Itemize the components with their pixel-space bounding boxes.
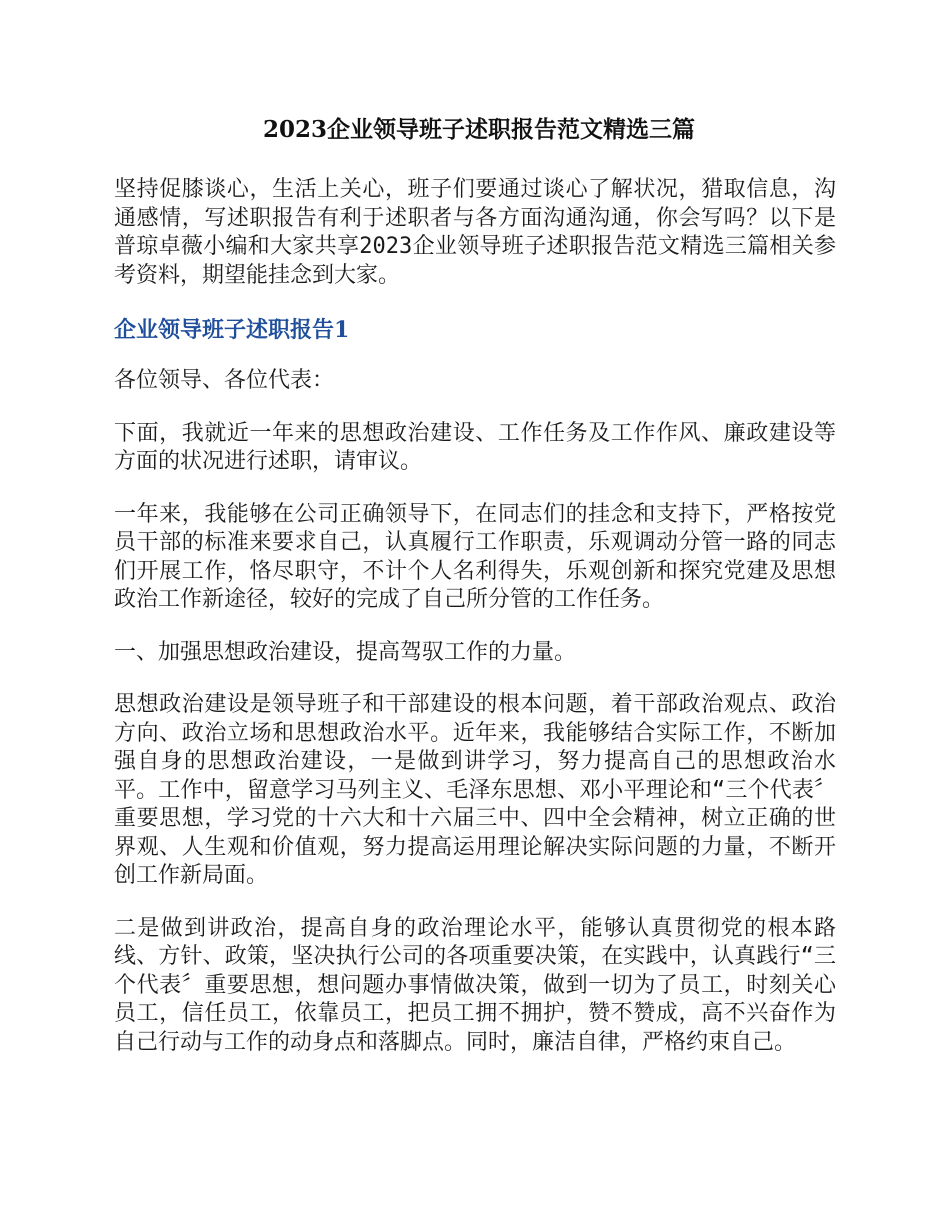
intro-paragraph: 坚持促膝谈心，生活上关心，班子们要通过谈心了解状况，猎取信息，沟通感情，写述职报告有利于述职者与各方面沟通沟通，你会写吗？以下是普琼卓薇小编和大家共享2023企业领导班子述职报告范文精选三篇相关参考资料，期望能挂念到大家。 [114,177,836,288]
document-title: 2023企业领导班子述职报告范文精选三篇 [262,116,695,143]
subsection-heading: 一、加强思想政治建设，提高驾驭工作的力量。 [114,639,577,665]
section-heading: 企业领导班子述职报告1 [114,317,350,343]
body-paragraph: 二是做到讲政治，提高自身的政治理论水平，能够认真贯彻党的根本路线、方针、政策，坚决执行公司的各项重要决策，在实践中，认真践行“三个代表〞重要思想，想问题办事情做决策，做到一切为了员工，时刻关心员工，信任员工，依靠员工，把员工拥不拥护，赞不赞成，高不兴奋作为自己行动与工作的动身点和落脚点。同时，廉洁自律，严格约束自己。 [114,915,836,1055]
document-page [114,110,836,1081]
body-paragraph: 思想政治建设是领导班子和干部建设的根本问题，着干部政治观点、政治方向、政治立场和思想政治水平。近年来，我能够结合实际工作，不断加强自身的思想政治建设，一是做到讲学习，努力提高自己的思想政治水平。工作中，留意学习马列主义、毛泽东思想、邓小平理论和“三个代表〞重要思想，学习党的十六大和十六届三中、四中全会精神，树立正确的世界观、人生观和价值观，努力提高运用理论解决实际问题的力量，不断开创工作新局面。 [114,692,836,888]
body-paragraph: 一年来，我能够在公司正确领导下，在同志们的挂念和支持下，严格按党员干部的标准来要求自己，认真履行工作职责，乐观调动分管一路的同志们开展工作，恪尽职守，不计个人名利得失，乐观创新和探究党建及思想政治工作新途径，较好的完成了自己所分管的工作任务。 [114,501,836,612]
salutation-paragraph: 各位领导、各位代表： [114,368,335,393]
body-paragraph: 下面，我就近一年来的思想政治建设、工作任务及工作作风、廉政建设等方面的状况进行述职，请审议。 [114,420,836,474]
